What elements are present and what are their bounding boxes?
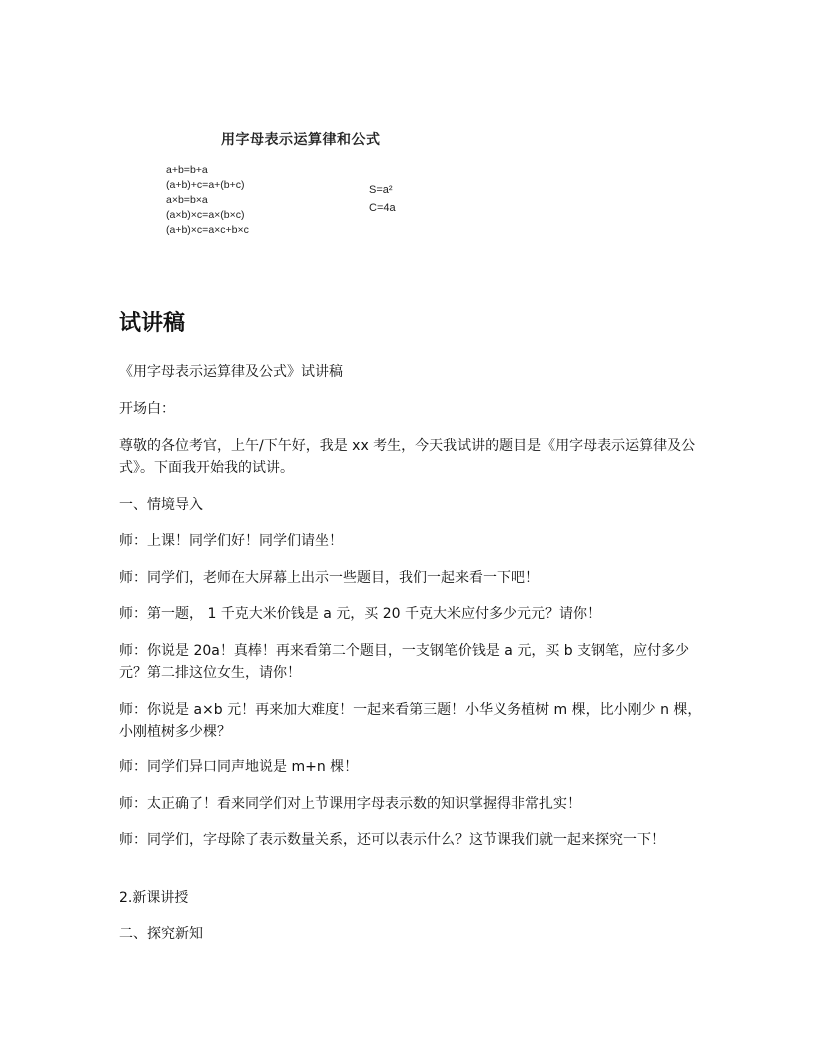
paragraph-opening-label: 开场白： xyxy=(119,401,175,417)
formula-square-area: S=a² xyxy=(369,184,393,196)
paragraph-teacher-6: 师：同学们异口同声地说是 m+n 棵！ xyxy=(119,759,359,775)
paragraph-teacher-7: 师：太正确了！看来同学们对上节课用字母表示数的知识掌握得非常扎实！ xyxy=(119,796,581,812)
section-heading-intro: 一、情境导入 xyxy=(119,497,203,513)
paragraph-teacher-3: 师：第一题， 1 千克大米价钱是 a 元，买 20 千克大米应付多少元元？请你！ xyxy=(119,606,602,622)
formula-figure xyxy=(160,120,420,245)
formula-multiplication-commutative: a×b=b×a xyxy=(166,194,208,206)
formula-multiplication-associative: (a×b)×c=a×(b×c) xyxy=(166,209,245,221)
paragraph-title: 《用字母表示运算律及公式》试讲稿 xyxy=(119,364,343,380)
paragraph-teacher-4: 师：你说是 20a！真棒！再来看第二个题目，一支钢笔价钱是 a 元，买 b 支钢笔，应付多少元？第二排这位女生，请你！ xyxy=(119,643,690,681)
paragraph-teacher-1: 师：上课！同学们好！同学们请坐！ xyxy=(119,533,343,549)
formula-square-perimeter: C=4a xyxy=(369,202,396,214)
figure-title: 用字母表示运算律和公式 xyxy=(221,132,381,148)
paragraph-teacher-8: 师：同学们，字母除了表示数量关系，还可以表示什么？这节课我们就一起来探究一下！ xyxy=(119,832,665,848)
formula-distributive: (a+b)×c=a×c+b×c xyxy=(166,224,249,236)
formula-addition-commutative: a+b=b+a xyxy=(166,164,208,176)
formula-addition-associative: (a+b)+c=a+(b+c) xyxy=(166,179,245,191)
section-heading-explore: 二、探究新知 xyxy=(119,926,203,942)
paragraph-teacher-2: 师：同学们，老师在大屏幕上出示一些题目，我们一起来看一下吧！ xyxy=(119,570,539,586)
paragraph-teacher-5: 师：你说是 a×b 元！再来加大难度！一起来看第三题！小华义务植树 m 棵，比小刚少 n 棵，小刚植树多少棵？ xyxy=(119,702,702,740)
paragraph-greeting: 尊敬的各位考官，上午/下午好，我是 xx 考生，今天我试讲的题目是《用字母表示运算律及公式》。下面我开始我的试讲。 xyxy=(119,438,696,476)
section-heading-new-lesson: 2.新课讲授 xyxy=(119,890,189,906)
document-heading: 试讲稿 xyxy=(119,311,186,336)
